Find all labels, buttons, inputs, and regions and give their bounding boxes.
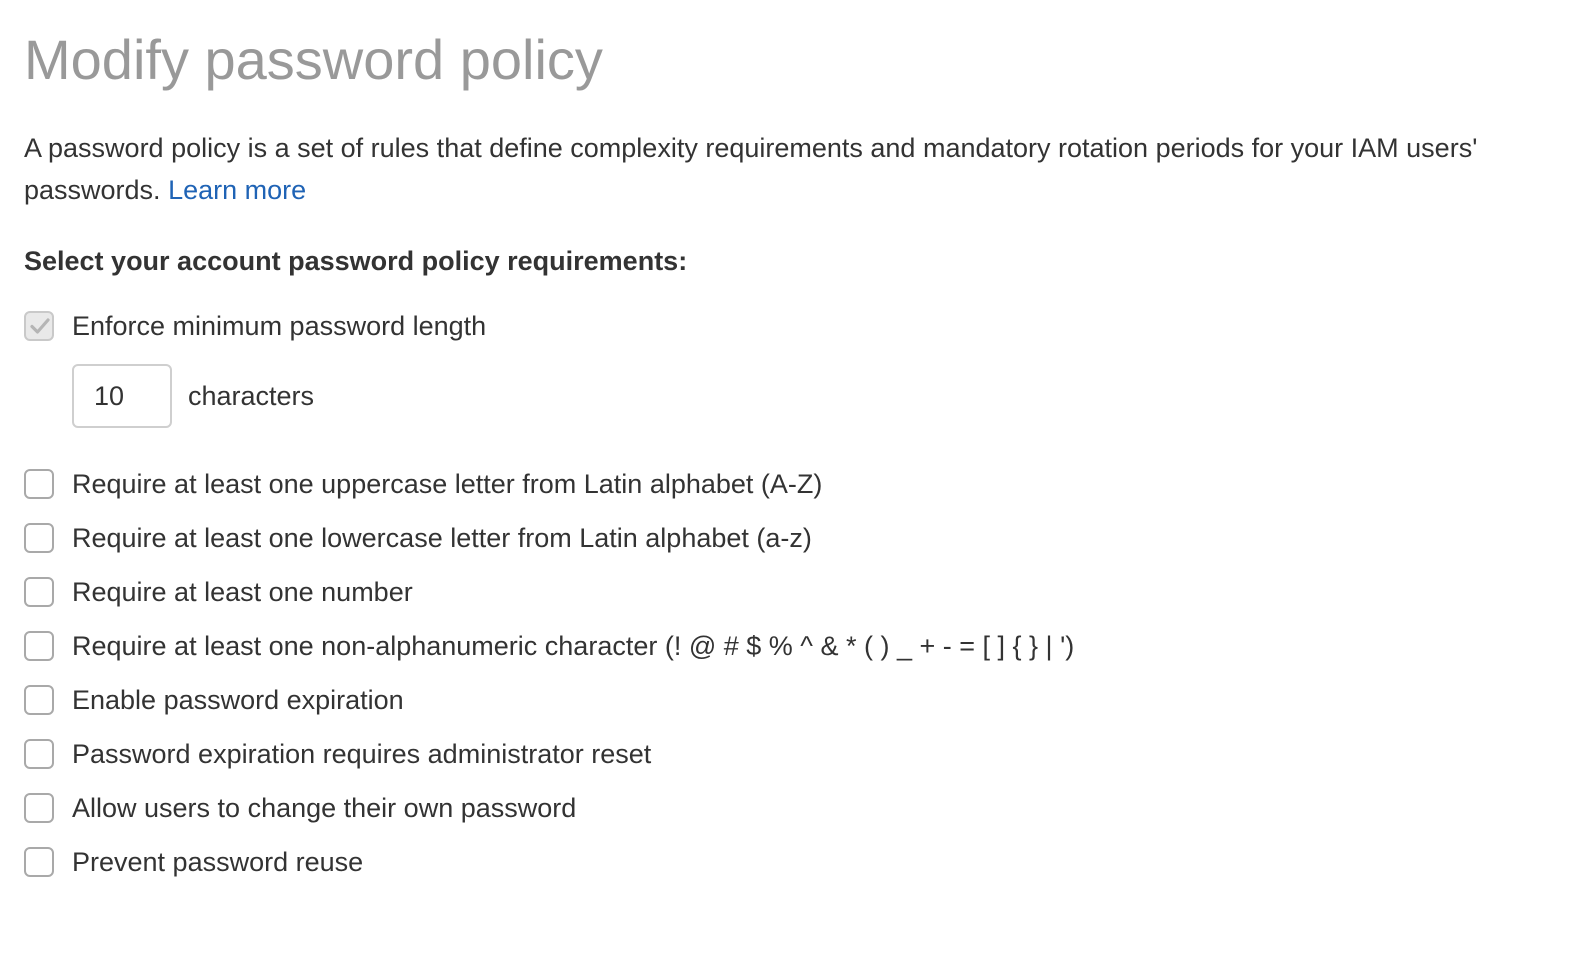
description-text: A password policy is a set of rules that define complexity requirements and mandatory rotation periods for your IAM users' passwords.: [24, 133, 1478, 205]
min-length-row: [72, 364, 314, 428]
checkmark-icon: [29, 315, 51, 337]
change-own-password-label: Allow users to change their own password: [72, 793, 577, 823]
expiration-label: Enable password expiration: [72, 685, 404, 715]
min-length-unit: characters: [188, 380, 315, 411]
lowercase-label: Require at least one lowercase letter from Latin alphabet (a-z): [72, 523, 812, 553]
learn-more-link[interactable]: Learn more: [168, 175, 307, 205]
lowercase-checkbox[interactable]: [24, 523, 54, 553]
min-length-label: Enforce minimum password length: [72, 311, 487, 341]
page-title: Modify password policy: [24, 28, 603, 91]
admin-reset-checkbox[interactable]: [24, 739, 54, 769]
prevent-reuse-checkbox[interactable]: [24, 847, 54, 877]
option-number: [24, 575, 413, 609]
non-alphanumeric-label: Require at least one non-alphanumeric character (! @ # $ % ^ & * ( ) _ + - = [ ] { } | '): [72, 631, 1075, 661]
min-length-checkbox[interactable]: [24, 311, 54, 341]
uppercase-checkbox[interactable]: [24, 469, 54, 499]
option-expiration: [24, 683, 404, 717]
number-checkbox[interactable]: [24, 577, 54, 607]
policy-description: [24, 127, 1524, 211]
expiration-checkbox[interactable]: [24, 685, 54, 715]
uppercase-label: Require at least one uppercase letter from Latin alphabet (A-Z): [72, 469, 823, 499]
option-uppercase: [24, 467, 822, 501]
change-own-password-checkbox[interactable]: [24, 793, 54, 823]
min-length-input[interactable]: [72, 364, 172, 428]
non-alphanumeric-checkbox[interactable]: [24, 631, 54, 661]
option-min-length: [24, 309, 486, 343]
option-change-own-password: [24, 791, 576, 825]
option-lowercase: [24, 521, 812, 555]
prevent-reuse-label: Prevent password reuse: [72, 847, 364, 877]
option-prevent-reuse: [24, 845, 363, 879]
admin-reset-label: Password expiration requires administrator reset: [72, 739, 652, 769]
number-label: Require at least one number: [72, 577, 413, 607]
option-admin-reset: [24, 737, 651, 771]
section-heading: Select your account password policy requirements:: [24, 246, 688, 276]
option-non-alphanumeric: [24, 629, 1074, 663]
